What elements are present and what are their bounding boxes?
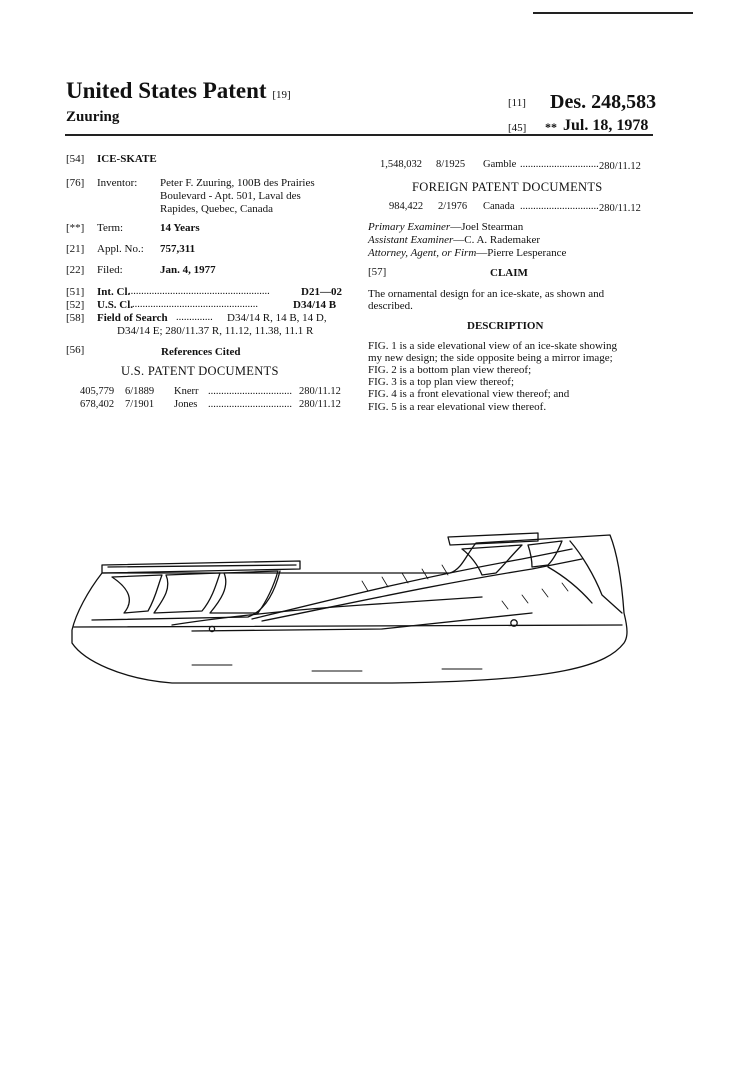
patent-office-title [66,78,291,104]
inventor-surname: Zuuring [66,109,120,125]
primary-examiner-name: —Joel Stearman [450,221,524,233]
ref-date: 7/1901 [125,399,155,410]
patent-title: United States Patent [66,78,267,103]
assistant-examiner [368,234,540,246]
ref-date: 2/1976 [438,201,468,212]
blade-marks [192,665,482,671]
heel-cup [570,541,622,613]
primary-examiner-label: Primary Examiner [368,221,451,233]
ref-dots: ................................ [208,399,292,410]
description-line-4: FIG. 3 is a top plan view thereof; [368,376,515,388]
primary-examiner [368,221,523,233]
refs-title: References Cited [161,346,241,358]
patent-number-code: [11] [508,97,526,109]
search-line-1: D34/14 R, 14 B, 14 D, [227,312,327,324]
intcl-dots: ...................................................... [128,286,270,297]
ref-date: 8/1925 [436,159,466,170]
inventor-line-3: Rapides, Quebec, Canada [160,203,274,215]
intcl-value: D21—02 [301,286,342,298]
ref-class: 280/11.12 [299,399,341,410]
term-label: Term: [97,222,124,234]
filed-value: Jan. 4, 1977 [160,264,216,276]
date-marker: ** [545,120,557,134]
title-code: [54] [66,153,85,165]
title-code: [19] [272,89,291,101]
blade-line [74,625,622,627]
term-value: 14 Years [160,222,200,234]
front-window-2 [154,573,220,613]
term-code: [**] [66,222,85,234]
patent-number: Des. 248,583 [550,91,657,113]
description-line-1: FIG. 1 is a side elevational view of an ice-skate showing [368,340,617,352]
ref-name: Jones [174,399,198,410]
main-rib [252,549,572,619]
refs-code: [56] [66,344,85,356]
description-line-2: my new design; the side opposite being a mirror image; [368,352,613,364]
appl-value: 757,311 [160,243,196,255]
appl-code: [21] [66,243,85,255]
front-window-3 [210,571,278,613]
uscl-label: U.S. Cl. [97,299,134,311]
ref-number: 405,779 [80,386,115,397]
description-line-6: FIG. 5 is a rear elevational view thereof. [368,401,547,413]
appl-label: Appl. No.: [97,243,144,255]
inventor-line-1: Peter F. Zuuring, 100B des Prairies [160,177,315,189]
front-plate-line [108,565,296,567]
attorney-name: —Pierre Lesperance [476,247,567,259]
foreign-docs-title: FOREIGN PATENT DOCUMENTS [412,180,603,194]
front-window-1 [112,575,162,613]
ref-class: 280/11.12 [599,161,641,172]
inventor-code: [76] [66,177,85,189]
patent-date: Jul. 18, 1978 [563,117,649,134]
attorney [368,247,566,259]
description-title: DESCRIPTION [467,320,544,332]
ref-number: 984,422 [389,201,424,212]
claim-title: CLAIM [490,267,528,279]
assistant-examiner-name: —C. A. Rademaker [453,234,541,246]
header-rule [65,134,653,136]
search-line-2: D34/14 E; 280/11.37 R, 11.12, 11.38, 11.1 R [117,325,314,337]
skate-outline [72,535,627,683]
heel-inner [548,567,592,603]
search-code: [58] [66,312,85,324]
uscl-dots: ................................................ [132,299,258,310]
rear-plate [448,533,538,545]
uscl-code: [52] [66,299,85,311]
ref-dots: ................................ [208,386,292,397]
ref-date: 6/1889 [125,386,155,397]
attorney-label: Attorney, Agent, or Firm [368,247,477,259]
description-line-3: FIG. 2 is a bottom plan view thereof; [368,364,532,376]
inventor-label: Inventor: [97,177,138,189]
intcl-code: [51] [66,286,85,298]
description-line-5: FIG. 4 is a front elevational view thereof; and [368,388,570,400]
date-code: [45] [508,122,527,134]
intcl-label: Int. Cl. [97,286,131,298]
ref-number: 678,402 [80,399,115,410]
ref-number: 1,548,032 [380,159,422,170]
us-docs-title: U.S. PATENT DOCUMENTS [121,364,279,378]
claim-line-2: described. [368,300,413,312]
claim-code: [57] [368,266,387,278]
ref-dots: .............................. [520,201,599,212]
ice-skate-drawing [62,525,642,695]
search-dots: .............. [176,312,213,323]
ref-class: 280/11.12 [599,203,641,214]
claim-line-1: The ornamental design for an ice-skate, as shown and [368,288,605,300]
ref-class: 280/11.12 [299,386,341,397]
filed-code: [22] [66,264,85,276]
main-rib-lower [262,559,582,621]
uscl-value: D34/14 B [293,299,337,311]
filed-label: Filed: [97,264,123,276]
ref-name: Canada [483,201,515,212]
search-label: Field of Search [97,312,168,324]
invention-title: ICE-SKATE [97,153,157,165]
top-rule [533,12,693,14]
assistant-examiner-label: Assistant Examiner [368,234,454,246]
ref-name: Gamble [483,159,517,170]
ref-dots: .............................. [520,159,599,170]
inventor-line-2: Boulevard - Apt. 501, Laval des [160,190,301,202]
ref-name: Knerr [174,386,199,397]
